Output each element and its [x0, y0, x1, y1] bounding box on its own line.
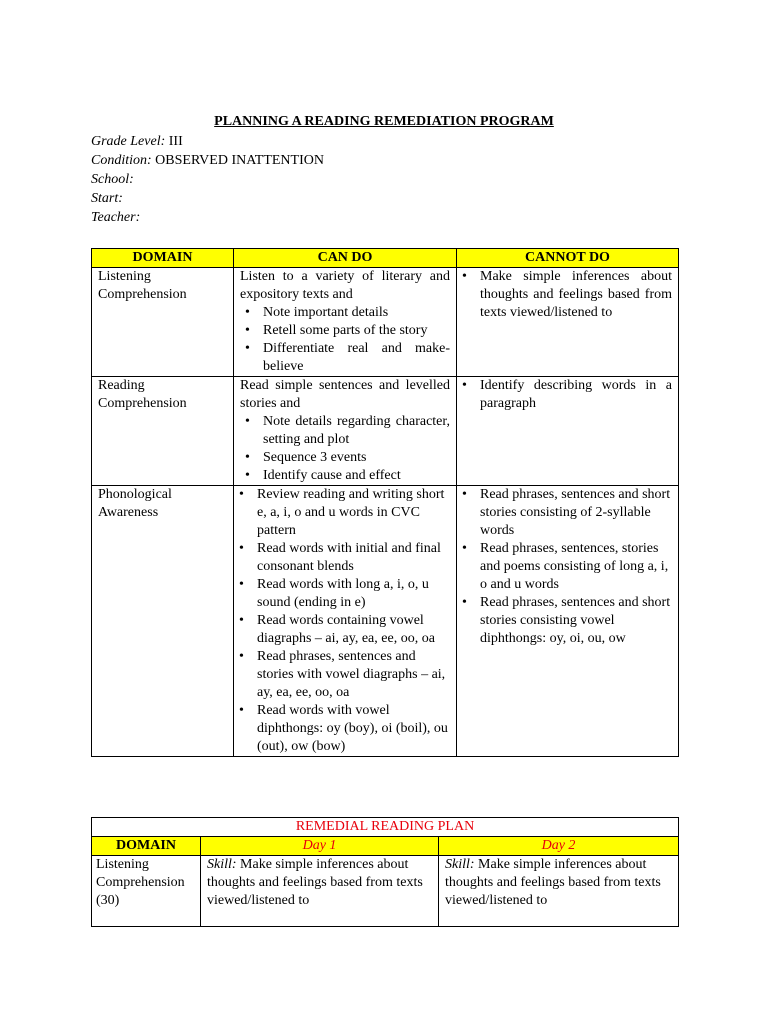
- can-do-cell: [234, 486, 457, 757]
- header-can-do: CAN DO: [234, 249, 457, 268]
- meta-block: [91, 133, 324, 228]
- plan-header-day-1: Day 1: [201, 837, 439, 856]
- skill-label: Skill:: [445, 857, 475, 872]
- skill-label: Skill:: [207, 857, 237, 872]
- list-item: • Review reading and writing short e, a, i, o and u words in CVC pattern: [234, 486, 450, 540]
- list-item: • Note important details: [240, 304, 450, 322]
- domain-cell: Phonological Awareness: [92, 486, 234, 757]
- meta-school: School:: [91, 172, 134, 187]
- plan-day-2-cell: [439, 856, 679, 927]
- meta-start: Start:: [91, 191, 123, 206]
- list-item: • Differentiate real and make-believe: [240, 340, 450, 376]
- can-do-intro: Listen to a variety of literary and expository texts and: [240, 269, 450, 302]
- list-item: • Read phrases, sentences and short stories consisting vowel diphthongs: oy, oi, ou, ow: [457, 594, 672, 648]
- meta-teacher: Teacher:: [91, 210, 141, 225]
- cannot-do-cell: [457, 486, 679, 757]
- domain-cell: Listening Comprehension: [92, 268, 234, 377]
- assessment-header-row: [92, 249, 679, 268]
- plan-domain-cell: Listening Comprehension (30): [92, 856, 201, 927]
- plan-header-day-2: Day 2: [439, 837, 679, 856]
- cannot-do-cell: [457, 377, 679, 486]
- list-item: • Make simple inferences about thoughts and feelings based from texts viewed/listened to: [457, 268, 672, 322]
- domain-cell: Reading Comprehension: [92, 377, 234, 486]
- skill-text: Make simple inferences about thoughts and feelings based from texts viewed/listened to: [207, 857, 423, 908]
- plan-header-row: [92, 837, 679, 856]
- plan-title: REMEDIAL READING PLAN: [92, 818, 679, 837]
- assessment-table: [91, 248, 679, 757]
- table-row: [92, 486, 679, 757]
- table-row: [92, 268, 679, 377]
- table-row: [92, 856, 679, 927]
- skill-text: Make simple inferences about thoughts and feelings based from texts viewed/listened to: [445, 857, 661, 908]
- list-item: • Identify describing words in a paragraph: [457, 377, 672, 413]
- can-do-cell: [234, 268, 457, 377]
- plan-day-1-cell: [201, 856, 439, 927]
- can-do-cell: [234, 377, 457, 486]
- list-item: • Read phrases, sentences and short stories consisting of 2-syllable words: [457, 486, 672, 540]
- header-domain: DOMAIN: [92, 249, 234, 268]
- meta-grade: Grade Level: III: [91, 134, 183, 149]
- list-item: • Read words containing vowel diagraphs – ai, ay, ea, ee, oo, oa: [234, 612, 450, 648]
- list-item: • Note details regarding character, setting and plot: [240, 413, 450, 449]
- list-item: • Retell some parts of the story: [240, 322, 450, 340]
- list-item: • Sequence 3 events: [240, 449, 450, 467]
- page-title: PLANNING A READING REMEDIATION PROGRAM: [214, 114, 554, 129]
- list-item: • Read words with long a, i, o, u sound (ending in e): [234, 576, 450, 612]
- header-cannot-do: CANNOT DO: [457, 249, 679, 268]
- list-item: • Read phrases, sentences and stories with vowel diagraphs – ai, ay, ea, ee, oo, oa: [234, 648, 450, 702]
- meta-condition: Condition: OBSERVED INATTENTION: [91, 153, 324, 168]
- list-item: • Read phrases, sentences, stories and poems consisting of long a, i, o and u words: [457, 540, 672, 594]
- table-row: [92, 377, 679, 486]
- remedial-plan-table: [91, 817, 679, 927]
- list-item: • Read words with vowel diphthongs: oy (boy), oi (boil), ou (out), ow (bow): [234, 702, 450, 756]
- list-item: • Read words with initial and final consonant blends: [234, 540, 450, 576]
- plan-header-domain: DOMAIN: [92, 837, 201, 856]
- cannot-do-cell: [457, 268, 679, 377]
- can-do-intro: Read simple sentences and levelled stories and: [240, 378, 450, 411]
- list-item: • Identify cause and effect: [240, 467, 450, 485]
